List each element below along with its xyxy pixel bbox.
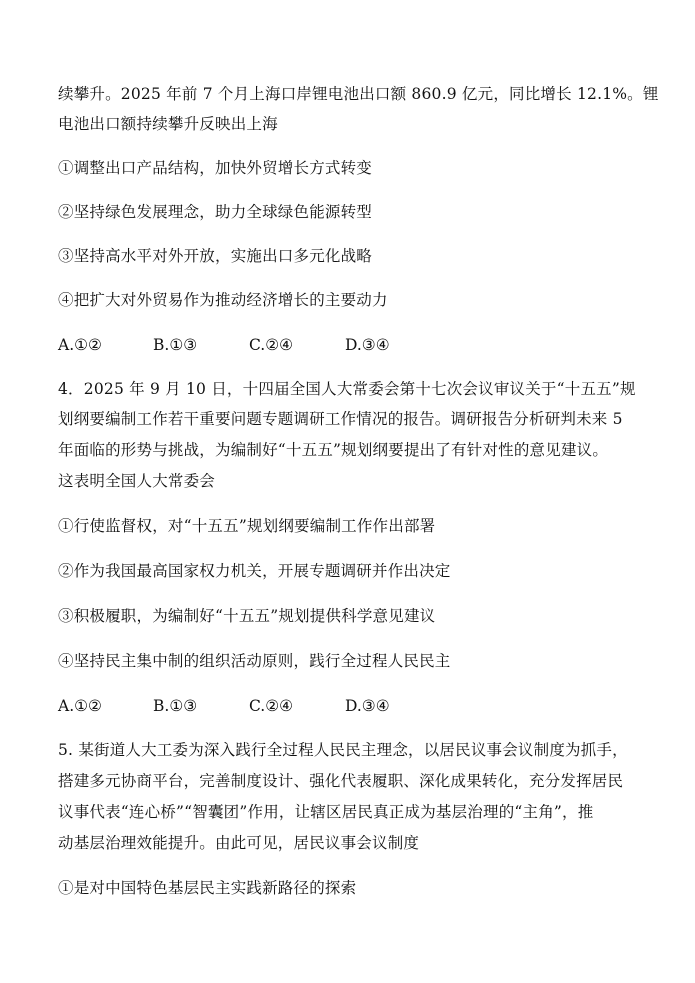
q5-stem-line-1: 5. 某街道人大工委为深入践行全过程人民民主理念，以居民议事会议制度为抓手， [58, 741, 628, 759]
q3-choices [58, 335, 638, 355]
q4-choice-b: B.①③ [153, 697, 198, 715]
q4-stem-line-4: 这表明全国人大常委会 [58, 472, 216, 490]
q4-option-3: ③积极履职，为编制好“十五五”规划提供科学意见建议 [58, 607, 436, 625]
q3-option-3: ③坚持高水平对外开放，实施出口多元化战略 [58, 247, 373, 265]
q4-choice-c: C.②④ [249, 697, 294, 715]
q5-stem-line-3: 议事代表“连心桥”“智囊团”作用，让辖区居民真正成为基层治理的“主角”，推 [58, 803, 594, 821]
q4-option-2: ②作为我国最高国家权力机关，开展专题调研并作出决定 [58, 562, 451, 580]
q3-stem-line-1: 续攀升。2025 年前 7 个月上海口岸锂电池出口额 860.9 亿元，同比增长 12.1%。锂 [58, 85, 659, 103]
q4-stem-line-3: 年面临的形势与挑战，为编制好“十五五”规划纲要提出了有针对性的意见建议。 [58, 441, 609, 459]
q4-choice-a: A.①② [58, 697, 102, 715]
q4-choice-d: D.③④ [345, 697, 390, 715]
q3-choice-b: B.①③ [153, 336, 198, 354]
q4-option-1: ①行使监督权，对“十五五”规划纲要编制工作作出部署 [58, 517, 436, 535]
q3-option-4: ④把扩大对外贸易作为推动经济增长的主要动力 [58, 291, 388, 309]
q5-stem-line-2: 搭建多元协商平台，完善制度设计、强化代表履职、深化成果转化，充分发挥居民 [58, 772, 624, 790]
q4-option-4: ④坚持民主集中制的组织活动原则，践行全过程人民民主 [58, 652, 451, 670]
q3-option-2: ②坚持绿色发展理念，助力全球绿色能源转型 [58, 203, 373, 221]
q4-stem-line-2: 划纲要编制工作若干重要问题专题调研工作情况的报告。调研报告分析研判未来 5 [58, 410, 623, 428]
q3-choice-a: A.①② [58, 336, 102, 354]
q3-option-1: ①调整出口产品结构，加快外贸增长方式转变 [58, 159, 373, 177]
q4-stem-line-1: 4．2025 年 9 月 10 日，十四届全国人大常委会第十七次会议审议关于“十五五”规 [58, 380, 636, 398]
q3-choice-d: D.③④ [345, 336, 390, 354]
q3-stem-line-2: 电池出口额持续攀升反映出上海 [58, 115, 278, 133]
q5-stem-line-4: 动基层治理效能提升。由此可见，居民议事会议制度 [58, 834, 420, 852]
q3-choice-c: C.②④ [249, 336, 294, 354]
q5-option-1: ①是对中国特色基层民主实践新路径的探索 [58, 879, 357, 897]
q4-choices [58, 696, 638, 716]
